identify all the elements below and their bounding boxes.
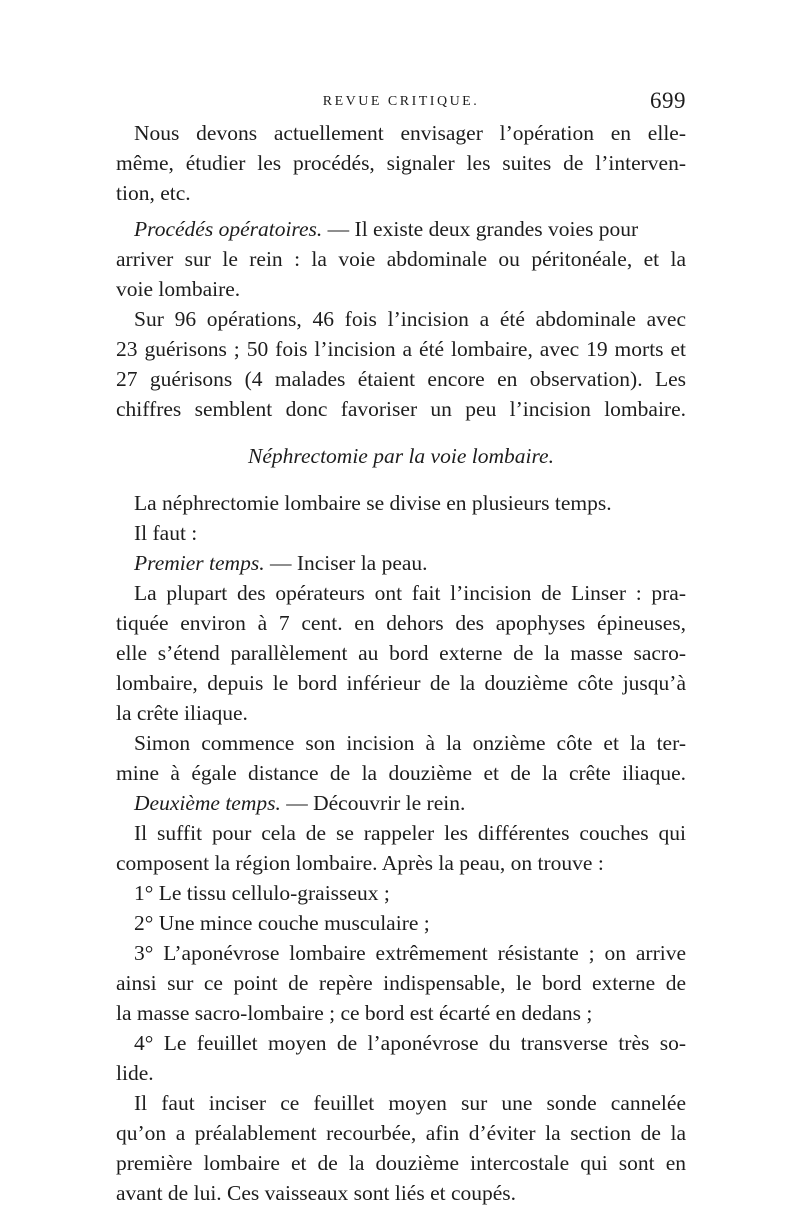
text-line: composent la région lombaire. Après la peau, on trouve : <box>116 851 604 875</box>
text-line: avant de lui. Ces vaisseaux sont liés et coupés. <box>116 1181 517 1205</box>
text-segment: — Découvrir le rein. <box>280 791 466 815</box>
text-line: voie lombaire. <box>116 277 241 301</box>
text-line: mine à égale distance de la douzième et de la crête iliaque. <box>116 761 686 785</box>
text-line: La néphrectomie lombaire se divise en plusieurs temps. <box>134 491 612 515</box>
list-item: 1° Le tissu cellulo-graisseux ; <box>134 881 390 905</box>
text-segment: — Inciser la peau. <box>264 551 428 575</box>
body-text <box>116 118 686 1208</box>
text-line: première lombaire et de la douzième intercostale qui sont en <box>116 1151 686 1175</box>
text-line: Il faut inciser ce feuillet moyen sur une sonde cannelée <box>134 1091 686 1115</box>
text-line: lombaire, depuis le bord inférieur de la douzième côte jusqu’à <box>116 671 686 695</box>
text-line: chiffres semblent donc favoriser un peu l’incision lombaire. <box>116 397 686 421</box>
paragraph-gap <box>116 424 686 441</box>
text-line: arriver sur le rein : la voie abdominale ou péritonéale, et la <box>116 247 686 271</box>
step-heading-premier: Premier temps. <box>134 551 265 575</box>
text-line: tion, etc. <box>116 181 191 205</box>
list-item: 4° Le feuillet moyen de l’aponévrose du transverse très so- <box>134 1031 686 1055</box>
text-line: la masse sacro-lombaire ; ce bord est écarté en dedans ; <box>116 1001 593 1025</box>
list-item: 2° Une mince couche musculaire ; <box>134 911 430 935</box>
step-heading-deuxieme: Deuxième temps. <box>134 791 281 815</box>
step-line <box>116 788 686 818</box>
section-line <box>116 214 686 244</box>
list-item: 3° L’aponévrose lombaire extrêmement résistante ; on arrive <box>134 941 686 965</box>
paragraph-gap <box>116 471 686 488</box>
text-line: qu’on a préalablement recourbée, afin d’éviter la section de la <box>116 1121 686 1145</box>
text-line: ainsi sur ce point de repère indispensable, le bord externe de <box>116 971 686 995</box>
text-line: même, étudier les procédés, signaler les suites de l’interven- <box>116 151 686 175</box>
text-line: elle s’étend parallèlement au bord externe de la masse sacro- <box>116 641 686 665</box>
text-line: lide. <box>116 1061 154 1085</box>
text-line: Il suffit pour cela de se rappeler les différentes couches qui <box>134 821 686 845</box>
text-line: Simon commence son incision à la onzième côte et la ter- <box>134 731 686 755</box>
text-line: Sur 96 opérations, 46 fois l’incision a été abdominale avec <box>134 307 686 331</box>
page-number: 699 <box>650 88 686 113</box>
text-segment: — Il existe deux grandes voies pour <box>322 217 639 241</box>
step-line <box>116 548 686 578</box>
text-line: La plupart des opérateurs ont fait l’incision de Linser : pra- <box>134 581 686 605</box>
text-line: Nous devons actuellement envisager l’opération en elle- <box>134 121 686 145</box>
text-line: la crête iliaque. <box>116 701 248 725</box>
text-line: Il faut : <box>134 521 198 545</box>
section-heading-procedes: Procédés opératoires. <box>134 217 323 241</box>
text-line: 23 guérisons ; 50 fois l’incision a été lombaire, avec 19 morts et <box>116 337 686 361</box>
text-line: tiquée environ à 7 cent. en dehors des apophyses épineuses, <box>116 611 686 635</box>
running-title: REVUE CRITIQUE. <box>322 94 480 109</box>
subsection-heading <box>116 441 686 471</box>
subsection-title-nephrectomie: Néphrectomie par la voie lombaire. <box>248 444 554 468</box>
text-line: 27 guérisons (4 malades étaient encore en observation). Les <box>116 367 686 391</box>
